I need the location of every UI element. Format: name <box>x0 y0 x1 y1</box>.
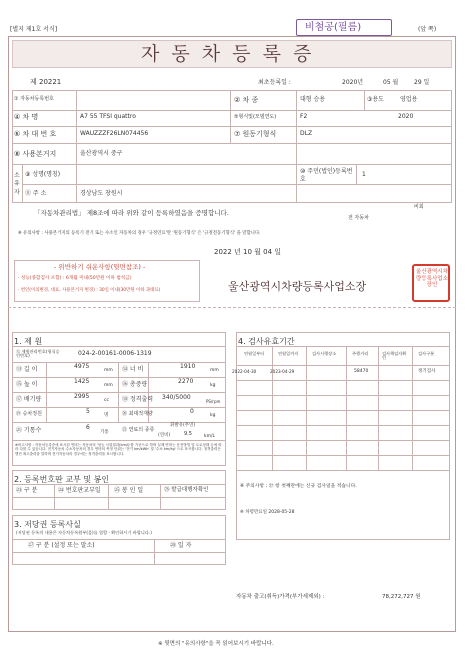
vin-label: ⑥ 차 대 번 호 <box>14 130 57 138</box>
violations-item2: · 번인(이의변경, 대표, 사용본거지 변경) : 30일 이내(30만원 이하 과태료) <box>18 288 161 293</box>
displacement-value: 2995 <box>74 393 90 400</box>
power-value: 340/5000 <box>162 394 191 401</box>
displacement-label: ⑰ 배기량 <box>16 396 42 403</box>
cylinders-unit: 기통 <box>100 430 109 435</box>
power-label: ⑱ 정격출력 <box>122 396 154 403</box>
power-unit: PS/rpm <box>206 399 221 404</box>
inspection-title: 4. 검사유효기간 <box>238 337 295 346</box>
page-label: (앞 쪽) <box>418 26 437 33</box>
inspection-expiry: ※ 차령만료일 2028-05-28 <box>240 510 295 515</box>
inspection-col-km: 주행거리 <box>352 351 369 356</box>
fuel-eff-unit: km/L <box>204 434 216 439</box>
plate-title: 2. 등록번호판 교부 및 봉인 <box>14 475 110 484</box>
film-stamp <box>296 19 392 36</box>
model-year-label: ⑤형식및(모델연도) <box>234 114 277 120</box>
displacement-unit: cc <box>104 398 109 403</box>
height-unit: mm <box>104 383 113 388</box>
page-title: 자 동 차 등 록 증 <box>141 43 315 65</box>
owner-id-value: 1 <box>362 171 366 178</box>
plate-issue-label: ㉔ 번호판교부일 <box>58 487 101 494</box>
model-label: ④ 차 명 <box>14 113 39 121</box>
inspection-row1-km: 58470 <box>354 369 369 374</box>
use-label: ③용도 <box>367 96 384 103</box>
plate-type-label: ㉓ 구 분 <box>16 487 38 494</box>
mortgage-date-label: ㉘ 일 자 <box>170 542 192 549</box>
price-value: 78,272,727 원 <box>382 594 421 600</box>
fuel-label: ㉒ 연료의 종류 <box>122 427 155 433</box>
payload-value: 0 <box>190 408 194 415</box>
height-label: ⑮ 높 이 <box>16 381 38 388</box>
engine-value: DLZ <box>300 130 313 137</box>
mortgage-type-label: ㉗ 구 분 (설정 또는 말소) <box>28 542 95 549</box>
price-label: 자동차 출고(취득)가격(부가세제외) : <box>236 594 325 600</box>
seal-text: 울산광역시차량등록사업소장인 <box>416 269 448 289</box>
certify-statement: 「자동차관리법」 제8조에 따라 위와 같이 등록하였음을 증명합니다. <box>34 209 229 217</box>
type-approval-value: 024-2-00161-0006-1319 <box>78 350 152 357</box>
inspection-col-place: 검사시행장소 <box>312 351 337 356</box>
field-grid <box>12 90 452 203</box>
issue-date: 2022 년 10 월 04 일 <box>214 248 282 256</box>
width-value: 1910 <box>180 363 196 370</box>
gross-weight-value: 2270 <box>178 378 194 385</box>
fuel-eff-value: 9.5 <box>184 431 192 437</box>
fuel-value: 휘발유(무연) <box>170 423 196 428</box>
inspection-row1-from: 2022-04-30 <box>232 369 257 374</box>
specs-title: 1. 제 원 <box>14 337 43 346</box>
capacity-value: 5 <box>86 408 90 415</box>
form-label: [별지 제1호 서식] <box>10 26 58 33</box>
first-reg-month: 05 월 <box>383 79 399 86</box>
first-reg-year: 2020년 <box>342 79 364 86</box>
inspection-remark: ※ 주의사항 : ㉗ 항 첫째란에는 신규 검사일을 적습니다. <box>240 484 357 489</box>
first-reg-day: 29 일 <box>414 79 430 86</box>
owner-group-label: 소유자 <box>14 172 20 196</box>
length-label: ⑬ 길 이 <box>16 366 38 373</box>
film-stamp-text: 비첨공(필름) <box>305 22 362 33</box>
gross-weight-label: ⑯ 총중량 <box>122 381 148 388</box>
plate-seal-label: ㉕ 봉 인 일 <box>114 487 144 494</box>
inspection-col-officer: 검사책임자확인 <box>382 351 407 361</box>
capacity-unit: 명 <box>104 413 109 418</box>
prior-label: 전 자동차 <box>348 215 369 221</box>
reg-no-label: ① 자동차등록번호 <box>14 96 54 102</box>
specs-note: ※비고사항 : 자동차등록증에 표시된 연비는 자동차의 '성능 시험결과(km/l)'를 기준으로 하며 실제 연비는 운전방법 및 도로상태 등에 따라 다를 수 있습니다. 전기자동차 수소자동차의 경우 연비의 측정 단위는 '전기 km/kWh' 및 '수소 km/kg' 으로 표시합니다. 정격출력은 엔진 최고출력을 말하며 전기자동차의 경우에는 정격출력을 표시합니다. <box>15 443 222 456</box>
violations-title: - 위반하기 쉬운사항(뒷면참조) - <box>54 263 146 271</box>
inspection-col-type: 검사구분 <box>418 351 435 356</box>
type-value: 대형 승용 <box>300 96 326 103</box>
owner-addr-value: 경상남도 창원시 <box>80 190 123 197</box>
base-label: ⑧ 사용본거지 <box>14 150 57 158</box>
length-unit: mm <box>104 368 113 373</box>
inspection-row1-to: 2023-04-29 <box>270 369 295 374</box>
width-label: ⑭ 너 비 <box>122 366 144 373</box>
owner-id-label: ⑩ 주민(법인)등록번호 <box>300 168 353 183</box>
inspection-box <box>236 332 450 540</box>
mortgage-note: (저당권 등록의 내용은 자동차등록원부(을)를 열람 · 확인하시기 바랍니다.) <box>16 530 152 535</box>
mortgage-title: 3. 저당권 등록사실 <box>14 520 81 529</box>
owner-addr-label: ⑪ 주 소 <box>25 190 47 197</box>
first-reg-label: 최초등록일 : <box>258 79 291 86</box>
height-value: 1425 <box>74 378 90 385</box>
fuel-eff-label: (연비) <box>158 433 171 438</box>
base-value: 울산광역시 중구 <box>80 150 123 157</box>
dedup-mark: 비회 <box>414 204 424 210</box>
certify-notice: ※ 유의사항 : 사용본거지의 등록기 전기 또는 수소인 자동차의 경우 '규정연료'란 '원동기형식' 은 '규정전동기형식' 을 말합니다. <box>18 231 261 236</box>
violations-item1: · 성능(종합검사 포함) : 6개월 미내(50만원 이하 범칙금) <box>18 276 132 281</box>
model-value: A7 55 TFSI quattro <box>80 113 136 120</box>
engine-label: ⑦ 원동기형식 <box>234 130 277 138</box>
payload-label: ⑳ 최대적재량 <box>122 411 153 417</box>
type-label: ② 차 종 <box>234 96 259 104</box>
title-box <box>12 40 452 68</box>
official-seal <box>412 264 450 302</box>
cert-number: 제 20221 <box>30 78 62 86</box>
inspection-col-to: 연월일까지 <box>278 351 299 356</box>
model-year: 2020 <box>398 113 414 120</box>
plate-agent-label: ㉖ 발급대행자확인 <box>164 487 209 493</box>
type-approval-label: ⑫ 제원관리번호(형식승인번호) <box>16 349 60 359</box>
use-value: 영업용 <box>400 96 418 103</box>
length-value: 4975 <box>74 363 90 370</box>
inspection-col-from: 연월일부터 <box>244 351 265 356</box>
footer-note: ※ 뒷면의 "유의사항"을 꼭 읽어보시기 바랍니다. <box>158 641 274 647</box>
vin-value: WAUZZZF26LN074456 <box>80 130 149 137</box>
cylinders-value: 6 <box>86 424 90 431</box>
gross-weight-unit: kg <box>210 383 216 388</box>
cylinders-label: ㉑ 기통수 <box>16 427 42 434</box>
capacity-label: ⑲ 승차정원 <box>16 411 42 417</box>
issuer-name: 울산광역시차량등록사업소장 <box>228 280 367 293</box>
width-unit: mm <box>210 368 219 373</box>
inspection-row1-type: 정기검사 <box>418 369 436 374</box>
model-code: F2 <box>300 113 308 120</box>
payload-unit: kg <box>210 413 216 418</box>
owner-name-label: ⑨ 성명(명칭) <box>25 171 61 178</box>
